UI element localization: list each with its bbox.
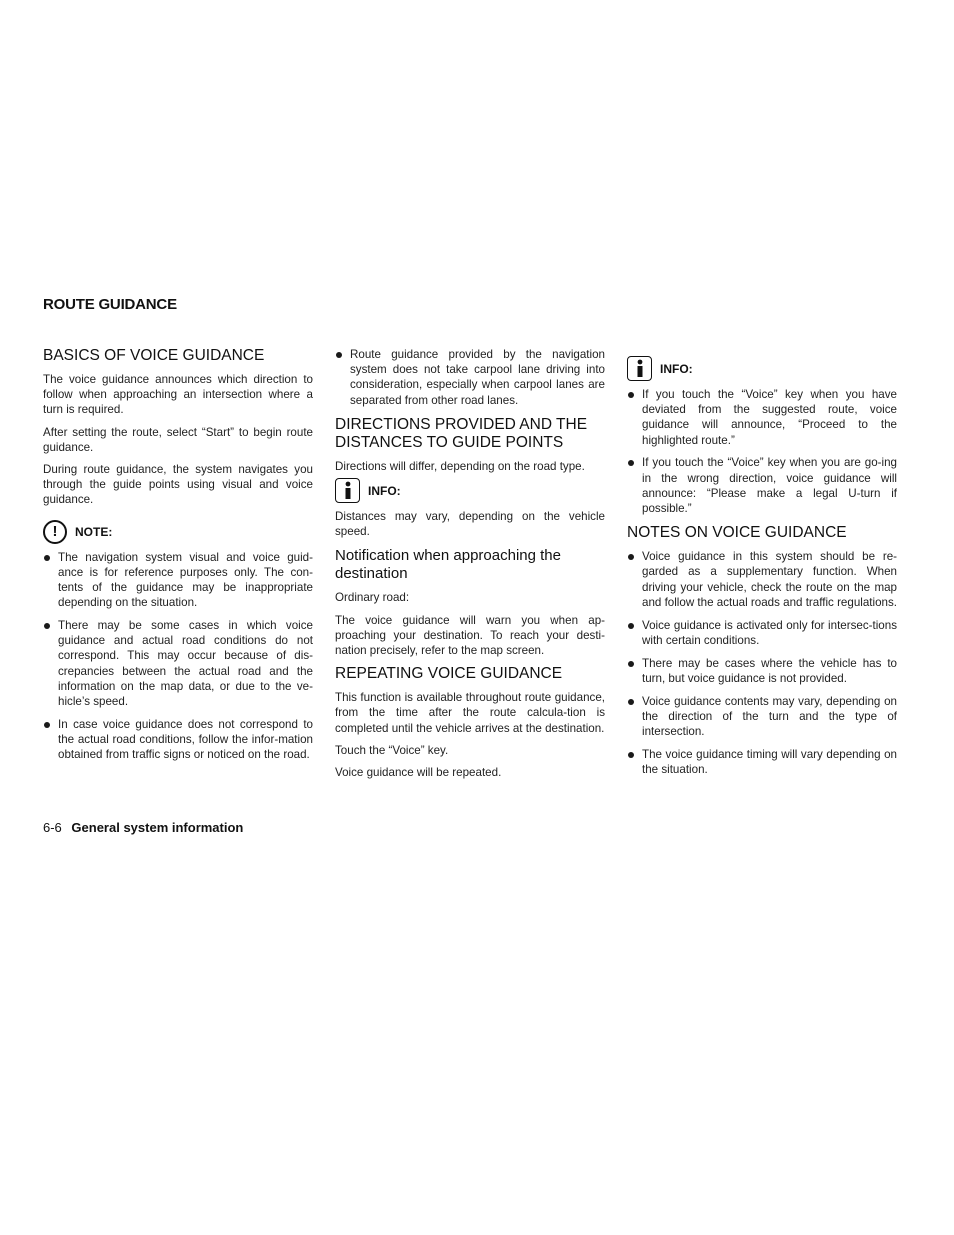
list-item: [43, 618, 313, 709]
info-label: INFO:: [368, 483, 401, 498]
note-list: [43, 550, 313, 763]
list-item-text: There may be some cases in which voice guidance and actual road conditions do not correspond. This may occur because of dis-crepancies between the actual road and the information on the map data, or due to the ve-hicle’s speed.: [58, 619, 313, 709]
paragraph: After setting the route, select “Start” to begin route guidance.: [43, 425, 313, 454]
info-callout: [627, 356, 897, 381]
list-item-text: Route guidance provided by the navigation system does not take carpool lane driving into consideration, especially when carpool lanes are separated from other road lanes.: [350, 348, 605, 407]
list-item: [627, 387, 897, 448]
column-3: [627, 356, 897, 785]
list-item: [627, 455, 897, 516]
bullet-icon: [44, 623, 50, 629]
paragraph: The voice guidance announces which direction to follow when approaching an intersection where a turn is required.: [43, 373, 313, 417]
notes-list: [627, 549, 897, 777]
info-label: INFO:: [660, 361, 693, 376]
heading-directions-provided: DIRECTIONS PROVIDED AND THE DISTANCES TO GUIDE POINTS: [335, 415, 588, 451]
paragraph: Ordinary road:: [335, 591, 410, 605]
exclamation-circle-icon: !: [43, 520, 67, 544]
carpool-list: [335, 347, 605, 408]
info-list: [627, 387, 897, 516]
section-header: ROUTE GUIDANCE: [43, 296, 177, 313]
bullet-icon: [628, 661, 634, 667]
info-icon: [335, 478, 360, 503]
list-item: [627, 656, 897, 686]
page-footer: [43, 820, 243, 835]
note-label: NOTE:: [75, 524, 113, 539]
list-item-text: In case voice guidance does not correspond to the actual road conditions, follow the infor-mation obtained from traffic signs or noticed on the road.: [58, 717, 313, 762]
paragraph: Directions will differ, depending on the road type.: [335, 459, 585, 473]
paragraph: Voice guidance will be repeated.: [335, 766, 502, 780]
bullet-icon: [628, 752, 634, 758]
list-item: [43, 550, 313, 611]
paragraph: Touch the “Voice” key.: [335, 743, 449, 757]
heading-notes-on-voice-guidance: NOTES ON VOICE GUIDANCE: [627, 524, 847, 542]
list-item: [627, 694, 897, 740]
list-item-text: There may be cases where the vehicle has to turn, but voice guidance is not provided.: [642, 656, 897, 685]
bullet-icon: [44, 555, 50, 561]
list-item-text: The voice guidance timing will vary depending on the situation.: [642, 747, 897, 777]
list-item-text: Voice guidance is activated only for intersec-tions with certain conditions.: [642, 618, 897, 647]
list-item: [43, 717, 313, 763]
bullet-icon: [628, 460, 634, 466]
list-item: [627, 747, 897, 777]
info-icon: [627, 356, 652, 381]
list-item-text: Voice guidance in this system should be re-garded as a supplementary function. When driving your vehicle, check the route on the map and follow the actual roads and traffic regulations.: [642, 550, 898, 609]
bullet-icon: [336, 352, 342, 358]
bullet-icon: [628, 699, 634, 705]
chapter-title: General system information: [71, 820, 244, 835]
paragraph: The voice guidance will warn you when ap-proaching your destination. To reach your desti-nation precisely, refer to the map screen.: [335, 613, 605, 658]
note-callout: [43, 520, 313, 544]
heading-basics-of-voice-guidance: BASICS OF VOICE GUIDANCE: [43, 347, 265, 364]
column-2: [335, 347, 605, 787]
subheading-notification: Notification when approaching the destination: [335, 547, 561, 583]
list-item: [627, 549, 897, 610]
list-item: [335, 347, 605, 408]
list-item-text: Voice guidance contents may vary, depending on the direction of the turn and the type of intersection.: [642, 694, 897, 739]
bullet-icon: [44, 722, 50, 728]
bullet-icon: [628, 554, 634, 560]
list-item: [627, 618, 897, 648]
paragraph: During route guidance, the system navigates you through the guide points using visual and voice guidance.: [43, 463, 313, 507]
list-item-text: If you touch the “Voice” key when you are go-ing in the wrong direction, voice guidance will announce: “Please make a legal U-turn if possible.”: [642, 456, 897, 516]
column-1: [43, 347, 313, 770]
heading-repeating-voice-guidance: REPEATING VOICE GUIDANCE: [335, 665, 563, 683]
paragraph: This function is available throughout route guidance, from the time after the route calcula-tion is completed until the vehicle arrives at the destination.: [335, 691, 605, 735]
info-callout: [335, 478, 605, 503]
info-text: Distances may vary, depending on the vehicle speed.: [335, 510, 605, 539]
list-item-text: The navigation system visual and voice guid-ance is for reference purposes only. The con-tents of the guidance may be inappropriate depending on the situation.: [58, 550, 313, 610]
page-number: 6-6: [43, 820, 62, 835]
bullet-icon: [628, 623, 634, 629]
list-item-text: If you touch the “Voice” key when you have deviated from the suggested route, voice guidance will announce, “Proceed to the highlighted route.”: [642, 388, 897, 447]
bullet-icon: [628, 392, 634, 398]
